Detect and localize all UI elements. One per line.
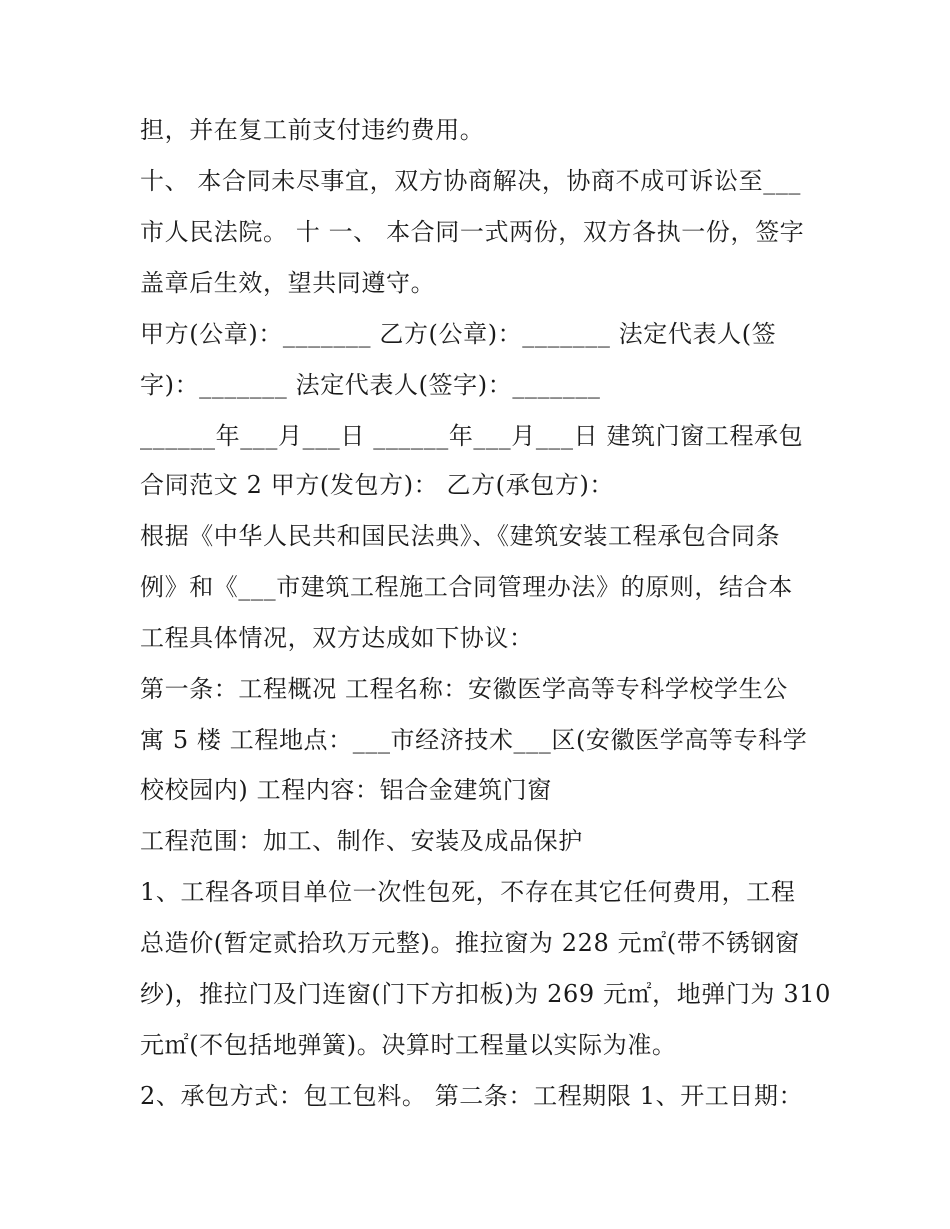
text-line: 工程具体情况，双方达成如下协议： (140, 624, 534, 652)
text-line: 十、 本合同未尽事宜，双方协商解决，协商不成可诉讼至___ (140, 167, 802, 195)
text-line: 例》和《___市建筑工程施工合同管理办法》的原则，结合本 (140, 573, 793, 601)
text-line: 总造价(暂定贰拾玖万元整)。推拉窗为 228 元㎡(带不锈钢窗 (140, 929, 800, 957)
text-line: 甲方(公章)：_______ 乙方(公章)：_______ 法定代表人(签 (140, 320, 777, 348)
text-line: 市人民法院。 十 一、 本合同一式两份，双方各执一份，签字 (140, 218, 805, 246)
text-line: 第一条：工程概况 工程名称：安徽医学高等专科学校学生公 (140, 675, 788, 703)
text-line: 担，并在复工前支付违约费用。 (140, 116, 485, 144)
text-line: 工程范围：加工、制作、安装及成品保护 (140, 827, 583, 855)
text-line: 字)：_______ 法定代表人(签字)：_______ (140, 371, 601, 399)
text-line: 元㎡(不包括地弹簧)。决算时工程量以实际为准。 (140, 1031, 677, 1059)
text-line: 校校园内) 工程内容：铝合金建筑门窗 (140, 776, 552, 804)
text-line: 纱)，推拉门及门连窗(门下方扣板)为 269 元㎡，地弹门为 310 (140, 980, 831, 1008)
text-line: ______年___月___日 ______年___月___日 建筑门窗工程承包 (140, 422, 804, 450)
text-line: 根据《中华人民共和国民法典》、《建筑安装工程承包合同条 (140, 522, 781, 550)
text-line: 合同范文 2 甲方(发包方)： 乙方(承包方)： (140, 471, 615, 499)
text-line: 寓 5 楼 工程地点：___市经济技术___区(安徽医学高等专科学 (140, 726, 808, 754)
text-line: 1、工程各项目单位一次性包死，不存在其它任何费用，工程 (140, 878, 796, 906)
text-line: 2、承包方式：包工包料。 第二条：工程期限 1、开工日期： (140, 1082, 804, 1110)
text-line: 盖章后生效，望共同遵守。 (140, 269, 436, 297)
